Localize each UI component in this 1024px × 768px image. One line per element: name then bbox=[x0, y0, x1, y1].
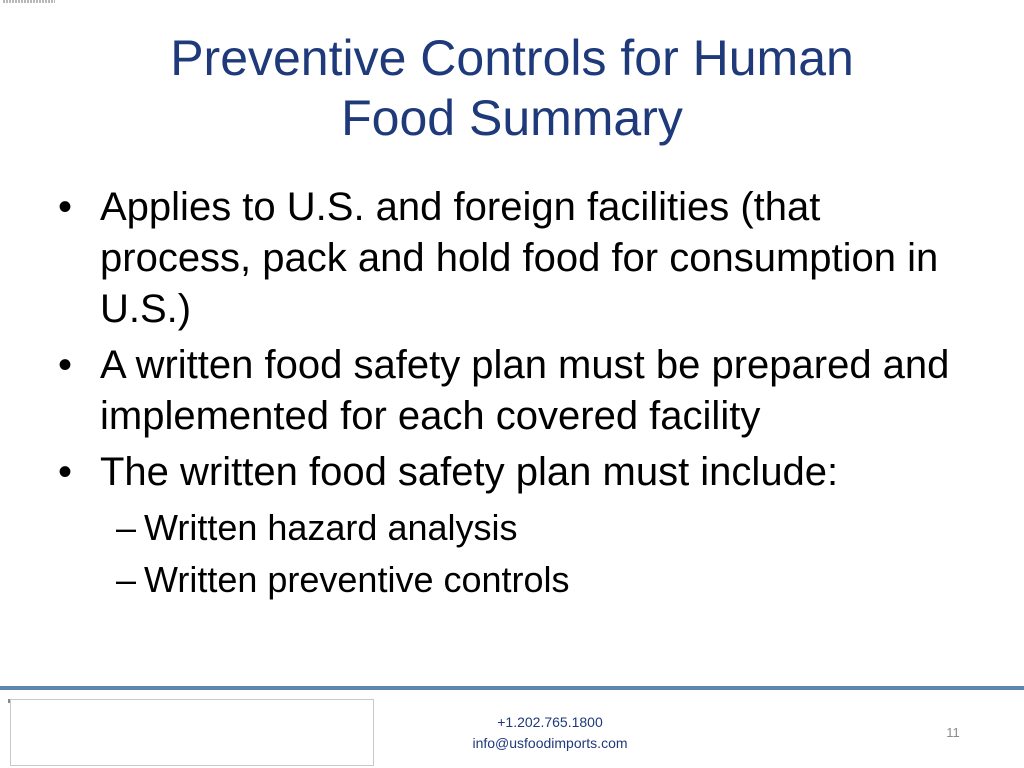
bullet-marker: • bbox=[58, 185, 73, 229]
bullet-list bbox=[56, 182, 976, 611]
bullet-item-plan-include bbox=[56, 447, 976, 606]
bullet-text: A written food safety plan must be prepared and implemented for each covered facility bbox=[100, 343, 950, 438]
page-number: 11 bbox=[946, 725, 960, 740]
bullet-marker: • bbox=[58, 450, 73, 494]
corner-marker bbox=[3, 0, 55, 3]
bullet-text: The written food safety plan must include: bbox=[100, 450, 839, 494]
slide-title bbox=[0, 28, 1024, 148]
sub-bullet-preventive-controls bbox=[100, 554, 976, 606]
slide-title-line-1: Preventive Controls for Human bbox=[170, 30, 854, 86]
footer-logo-placeholder bbox=[10, 699, 374, 766]
footer-divider bbox=[0, 686, 1024, 690]
sub-bullet-hazard-analysis bbox=[100, 502, 976, 554]
bullet-item-written-plan bbox=[56, 340, 976, 442]
bullet-item-applies bbox=[56, 182, 976, 335]
footer-phone: +1.202.765.1800 bbox=[497, 714, 603, 730]
sub-bullet-list bbox=[100, 502, 976, 606]
bullet-marker: • bbox=[58, 343, 73, 387]
bullet-text: Applies to U.S. and foreign facilities (that process, pack and hold food for consumption in U.S.) bbox=[100, 185, 939, 331]
footer-contact bbox=[430, 712, 670, 754]
footer-email[interactable]: info@usfoodimports.com bbox=[472, 735, 628, 751]
sub-bullet-marker: – bbox=[116, 507, 137, 548]
sub-bullet-marker: – bbox=[116, 559, 137, 600]
sub-bullet-text: Written hazard analysis bbox=[144, 507, 518, 548]
sub-bullet-text: Written preventive controls bbox=[144, 559, 570, 600]
slide-title-line-2: Food Summary bbox=[341, 90, 683, 146]
